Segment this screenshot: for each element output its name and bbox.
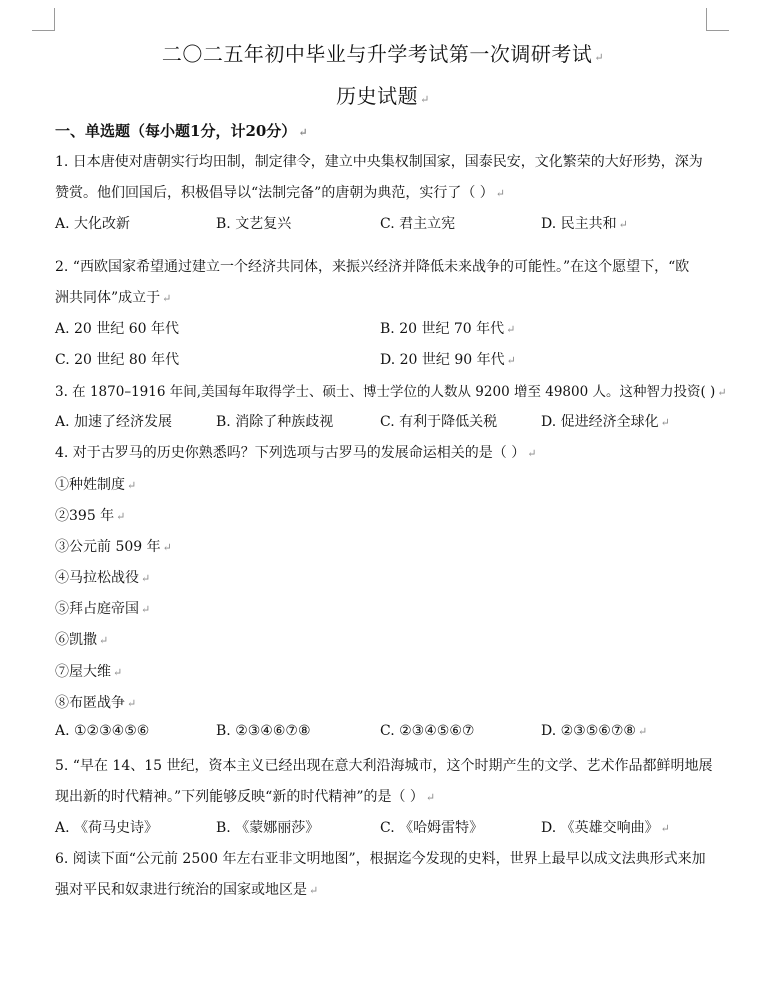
q2-text-line2: 洲共同体”成立于 ↵ xyxy=(55,290,172,306)
q3-option-c: C. 有利于降低关税 xyxy=(380,414,498,430)
q4-option-d: D. ②③⑤⑥⑦⑧ ↵ xyxy=(541,723,648,739)
q4-text-line1: 4. 对于古罗马的历史你熟悉吗？下列选项与古罗马的发展命运相关的是（ ） ↵ xyxy=(55,445,537,461)
page-corner-mark-left xyxy=(32,8,55,31)
q4-item-7: ⑦屋大维 ↵ xyxy=(55,664,123,680)
q4-item-8: ⑧布匿战争 ↵ xyxy=(55,695,137,711)
q5-option-b: B. 《蒙娜丽莎》 xyxy=(216,820,320,836)
q1-option-a: A. 大化改新 xyxy=(55,216,131,232)
q2-option-a: A. 20 世纪 60 年代 xyxy=(55,321,179,337)
q3-option-a: A. 加速了经济发展 xyxy=(55,414,173,430)
q4-item-4: ④马拉松战役 ↵ xyxy=(55,570,151,586)
page-corner-mark-right xyxy=(706,8,729,31)
q1-option-d: D. 民主共和 ↵ xyxy=(541,216,628,232)
q5-text-line1: 5. “早在 14、15 世纪，资本主义已经出现在意大利沿海城市，这个时期产生的文学、艺术作品都鲜明地展 xyxy=(55,758,713,774)
q3-option-b: B. 消除了种族歧视 xyxy=(216,414,334,430)
q5-option-a: A. 《荷马史诗》 xyxy=(55,820,159,836)
section-heading: 一、单选题（每小题1分，计20分） ↵ xyxy=(55,122,308,140)
exam-title: 二〇二五年初中毕业与升学考试第一次调研考试 ↵ xyxy=(161,42,605,66)
q5-option-d: D. 《英雄交响曲》 ↵ xyxy=(541,820,670,836)
q2-option-c: C. 20 世纪 80 年代 xyxy=(55,352,180,368)
q1-text-line2: 赞赏。他们回国后，积极倡导以“法制完备”的唐朝为典范，实行了（ ） ↵ xyxy=(55,185,505,201)
q4-item-6: ⑥凯撒 ↵ xyxy=(55,632,109,648)
q4-item-1: ①种姓制度 ↵ xyxy=(55,477,137,493)
q3-text-line1: 3. 在 1870–1916 年间,美国每年取得学士、硕士、博士学位的人数从 9200 增至 49800 人。这种智力投资( ) ↵ xyxy=(55,384,727,400)
q5-text-line2: 现出新的时代精神。”下列能够反映“新的时代精神”的是（ ） ↵ xyxy=(55,789,436,805)
q4-option-b: B. ②③④⑥⑦⑧ xyxy=(216,723,311,739)
q6-text-line1: 6. 阅读下面“公元前 2500 年左右亚非文明地图”，根据迄今发现的史料，世界上最早以成文法典形式来加 xyxy=(55,851,706,867)
q4-option-c: C. ②③④⑤⑥⑦ xyxy=(380,723,475,739)
q5-option-c: C. 《哈姆雷特》 xyxy=(380,820,484,836)
q4-item-3: ③公元前 509 年 ↵ xyxy=(55,539,172,555)
q1-option-c: C. 君主立宪 xyxy=(380,216,456,232)
q1-option-b: B. 文艺复兴 xyxy=(216,216,292,232)
q3-option-d: D. 促进经济全球化 ↵ xyxy=(541,414,670,430)
exam-subtitle: 历史试题 ↵ xyxy=(336,84,430,108)
q2-text-line1: 2. “西欧国家希望通过建立一个经济共同体，来振兴经济并降低未来战争的可能性。”在这个愿望下，“欧 xyxy=(55,259,690,275)
q2-option-d: D. 20 世纪 90 年代 ↵ xyxy=(380,352,516,368)
q4-item-2: ②395 年 ↵ xyxy=(55,508,126,524)
q2-option-b: B. 20 世纪 70 年代 ↵ xyxy=(380,321,516,337)
q4-item-5: ⑤拜占庭帝国 ↵ xyxy=(55,601,151,617)
q4-option-a: A. ①②③④⑤⑥ xyxy=(55,723,150,739)
q1-text-line1: 1. 日本唐使对唐朝实行均田制，制定律令，建立中央集权制国家，国泰民安，文化繁荣的大好形势，深为 xyxy=(55,154,703,170)
q6-text-line2: 强对平民和奴隶进行统治的国家或地区是 ↵ xyxy=(55,882,319,898)
